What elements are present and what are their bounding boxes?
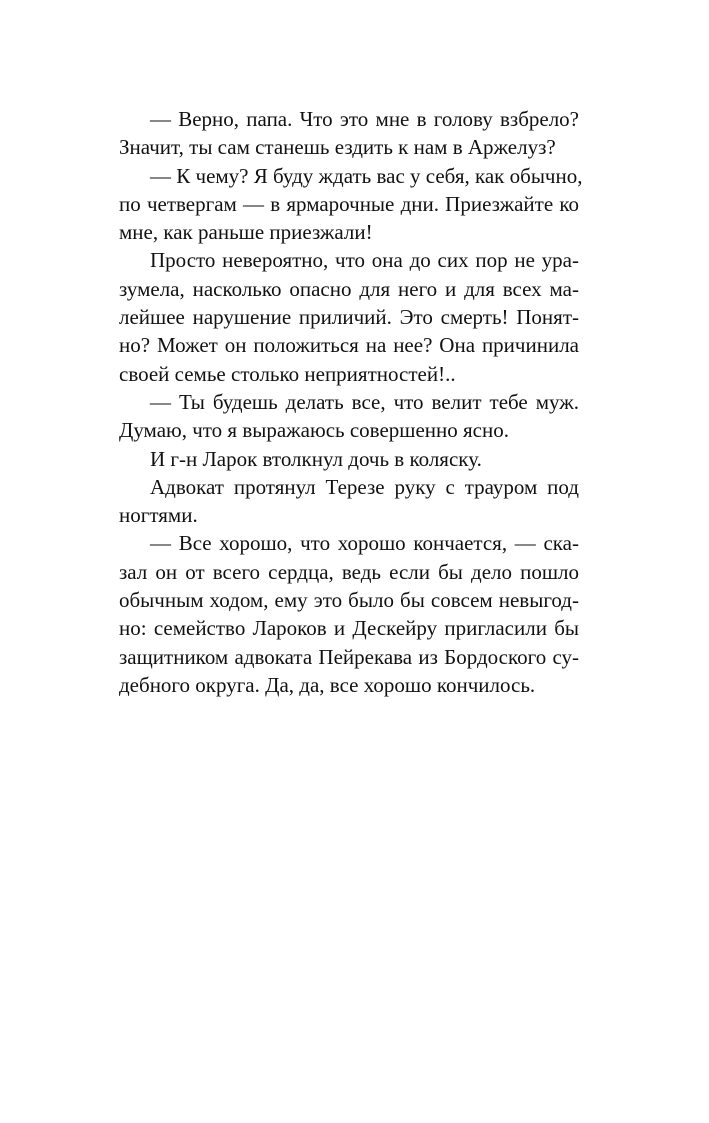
text-line: Значит, ты сам станешь ездить к нам в Аржелуз? [119, 135, 556, 160]
text-line: своей семье столько неприятностей!.. [119, 361, 456, 386]
text-line: защитником адвоката Пейрекава из Бордоского су- [119, 644, 579, 669]
paragraph-2 [88, 162, 583, 247]
text-line: Просто невероятно, что она до сих пор не ура- [150, 248, 579, 273]
text-line: лейшее нарушение приличий. Это смерть! Понят- [119, 305, 579, 330]
paragraph-4 [88, 388, 579, 445]
text-line: Адвокат протянул Терезе руку с трауром под [150, 474, 579, 499]
text-line: ногтями. [119, 503, 198, 528]
page-text-block [88, 105, 583, 699]
text-line: обычным ходом, ему это было бы совсем невыгод- [119, 588, 579, 613]
paragraph-5 [88, 445, 579, 473]
paragraph-7 [88, 529, 579, 699]
text-line: по четвергам — в ярмарочные дни. Приезжайте ко [119, 191, 579, 216]
paragraph-1 [88, 105, 579, 162]
text-line: но: семейство Лароков и Дескейру пригласили бы [119, 616, 579, 641]
text-line: но? Может он положиться на нее? Она причинила [119, 333, 579, 358]
text-line: — К чему? Я буду ждать вас у себя, как обычно, [150, 163, 583, 188]
paragraph-3 [88, 246, 579, 387]
text-line: зумела, насколько опасно для него и для всех ма- [119, 276, 579, 301]
text-line: — Все хорошо, что хорошо кончается, — ска- [150, 531, 579, 556]
paragraph-6 [88, 473, 579, 530]
text-line: — Верно, папа. Что это мне в голову взбрело? [150, 107, 579, 131]
text-line: И г-н Ларок втолкнул дочь в коляску. [150, 446, 482, 471]
text-line: Думаю, что я выражаюсь совершенно ясно. [119, 418, 509, 443]
text-line: дебного округа. Да, да, все хорошо кончилось. [119, 672, 536, 697]
text-line: — Ты будешь делать все, что велит тебе муж. [150, 389, 579, 414]
text-line: зал он от всего сердца, ведь если бы дело пошло [119, 559, 579, 584]
text-line: мне, как раньше приезжали! [119, 220, 373, 245]
